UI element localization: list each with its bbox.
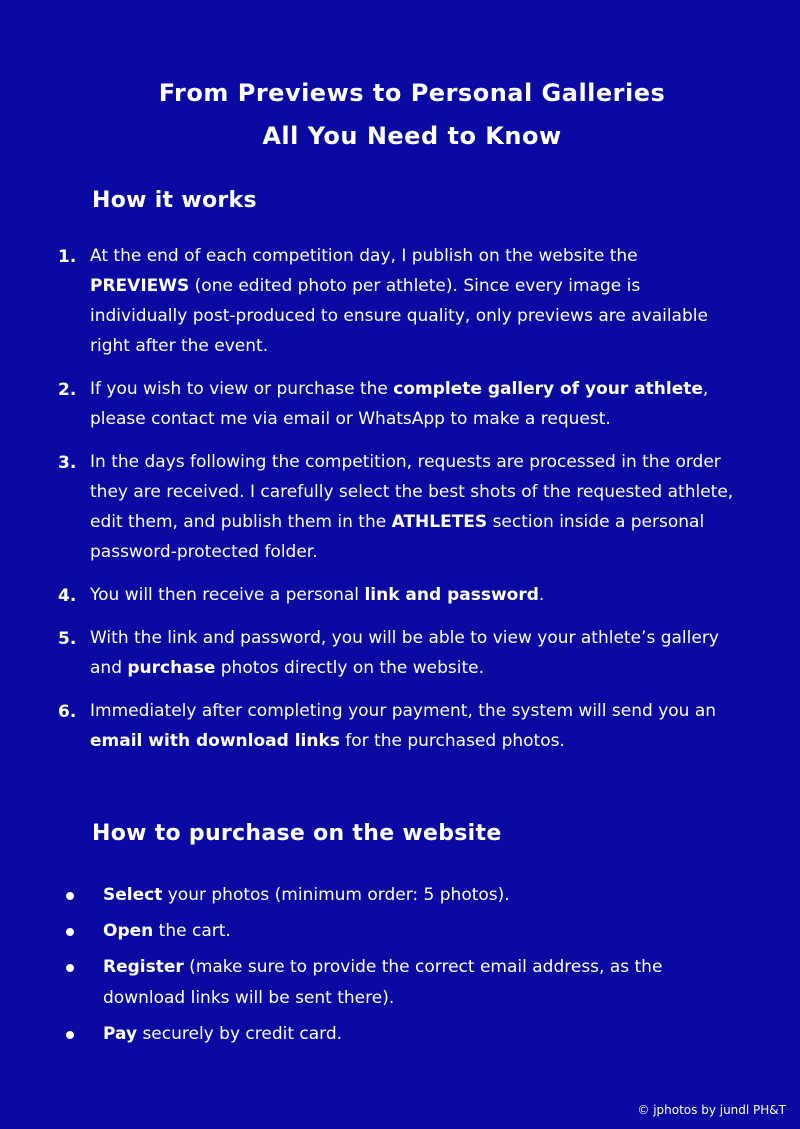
how-it-works-heading: How it works	[92, 188, 257, 213]
step-item-5	[0, 623, 800, 683]
title-line-1: From Previews to Personal Galleries	[158, 79, 666, 107]
step-item-6	[0, 696, 800, 756]
step-number: 4.	[58, 586, 77, 606]
bullet-icon	[66, 1031, 74, 1039]
step-number: 1.	[58, 247, 77, 267]
step-text-part: section inside a personal password-protected folder.	[90, 512, 705, 562]
bullet-text: (make sure to provide the correct email address, as the download links will be sent there).	[103, 957, 663, 1008]
purchase-steps-list	[0, 880, 800, 1055]
step-text-part: At the end of each competition day, I publish on the website the	[90, 246, 638, 266]
bullet-icon	[66, 964, 74, 972]
step-item-1	[0, 241, 800, 361]
step-text-part: Immediately after completing your payment, the system will send you an	[90, 701, 717, 721]
list-item	[0, 916, 800, 947]
bullet-keyword: Open	[103, 921, 154, 941]
step-text-part: If you wish to view or purchase the	[90, 379, 394, 399]
step-text-part: photos directly on the website.	[215, 658, 484, 678]
step-text-part: In the days following the competition, requests are processed in the order they are received. I carefully select the best shots of the requested athlete, edit them, and publish them in the	[90, 452, 734, 532]
bullet-keyword: Pay	[103, 1024, 138, 1044]
step-text-bold: purchase	[127, 658, 216, 678]
bullet-text: your photos (minimum order: 5 photos).	[162, 885, 510, 905]
how-to-purchase-heading: How to purchase on the website	[92, 821, 502, 846]
step-text-part: for the purchased photos.	[339, 731, 565, 751]
step-text-bold: complete gallery of your athlete	[393, 379, 703, 399]
step-item-2	[0, 374, 800, 434]
step-text-part: .	[538, 585, 545, 605]
list-item	[0, 1019, 800, 1050]
step-number: 5.	[58, 629, 77, 649]
page-title	[0, 72, 800, 158]
step-text	[90, 379, 708, 429]
list-item	[0, 952, 800, 1014]
copyright-footer: © jphotos by jundl PH&T	[637, 1103, 786, 1117]
step-item-4	[0, 580, 800, 610]
step-text-bold: ATHLETES	[391, 512, 488, 532]
step-text-part: You will then receive a personal	[90, 585, 365, 605]
step-number: 3.	[58, 453, 77, 473]
step-text	[90, 701, 716, 751]
step-text	[90, 628, 719, 678]
bullet-text: securely by credit card.	[137, 1024, 343, 1044]
list-item	[0, 880, 800, 911]
bullet-text: the cart.	[153, 921, 231, 941]
bullet-icon	[66, 892, 74, 900]
step-number: 2.	[58, 380, 77, 400]
bullet-keyword: Select	[103, 885, 163, 905]
step-text-bold: PREVIEWS	[90, 276, 190, 296]
step-text	[90, 246, 708, 356]
step-text-part: (one edited photo per athlete). Since every image is individually post-produced to ensure quality, only previews are available right after the event.	[90, 276, 708, 356]
step-number: 6.	[58, 702, 77, 722]
step-text-bold: email with download links	[90, 731, 340, 751]
step-text	[90, 585, 544, 605]
bullet-icon	[66, 928, 74, 936]
step-text-bold: link and password	[364, 585, 539, 605]
step-text	[90, 452, 733, 562]
step-item-3	[0, 447, 800, 567]
title-line-2: All You Need to Know	[262, 122, 562, 150]
bullet-keyword: Register	[103, 957, 184, 977]
steps-list	[0, 241, 800, 769]
step-text-part: , please contact me via email or WhatsApp to make a request.	[90, 379, 709, 429]
step-text-part: With the link and password, you will be able to view your athlete’s gallery and	[90, 628, 719, 678]
